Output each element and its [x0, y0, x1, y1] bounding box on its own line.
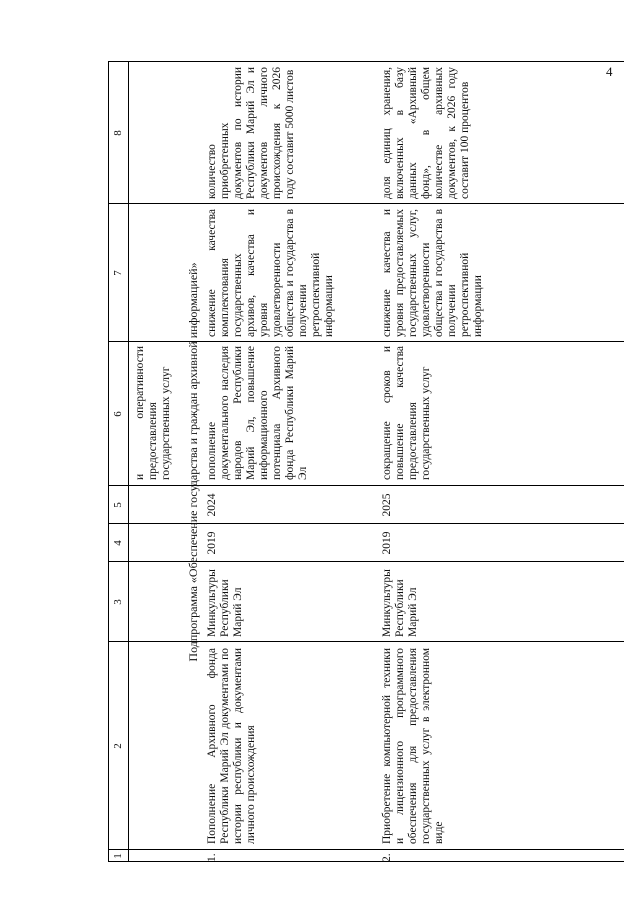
row-1-number: 1. — [206, 853, 218, 862]
header-col-5: 5 — [112, 502, 124, 508]
page-number: 4 — [606, 64, 613, 79]
row-1-executor: Минкультуры Республики Марий Эл — [206, 569, 244, 637]
header-col-2: 2 — [112, 743, 124, 749]
header-col-6: 6 — [112, 411, 124, 417]
row-2-executor: Минкультуры Республики Марий Эл — [381, 569, 419, 637]
header-bottom-line — [128, 62, 129, 862]
col-divider — [108, 849, 624, 850]
row-1-indicator: количество приобретенных документов по истории Республики Марий Эл и документов личного происхождения к 2026 году составит 5000 листов — [206, 67, 296, 199]
row-1-start-year: 2019 — [206, 531, 218, 555]
row-2-name: Приобретение компьютерной техники и лицензионного программного обеспечения для предоставления государственных услуг в электронном виде — [381, 648, 445, 844]
continued-result-text: и оперативности предоставления государственных услуг — [134, 346, 172, 480]
row-1-consequence: снижение качества комплектования государственных архивов, качества и уровня удовлетворенности общества и государства в получении ретроспективной информации — [206, 209, 335, 337]
row-1-end-year: 2024 — [206, 493, 218, 517]
table-border-right — [108, 61, 624, 62]
row-2-result: сокращение сроков и повышение качества предоставления государственных услуг — [381, 346, 432, 480]
row-2-start-year: 2019 — [381, 531, 393, 555]
rotated-table — [108, 62, 624, 862]
row-1-name: Пополнение Архивного фонда Республики Марий Эл документами по истории республики и документами личного происхождения — [206, 648, 257, 844]
col-divider — [108, 203, 624, 204]
row-2-end-year: 2025 — [381, 493, 393, 517]
subprogram-title: Подпрограмма «Обеспечение государства и граждан архивной информацией» — [186, 262, 200, 662]
row-2-number: 2. — [381, 853, 393, 862]
header-col-7: 7 — [112, 270, 124, 276]
table-border-left — [108, 861, 624, 862]
header-top-line — [108, 62, 109, 862]
row-2-indicator: доля единиц хранения, включенных в базу данных «Архивный фонд», в общем количестве архивных документов, к 2026 году составит 100 процентов — [381, 67, 471, 199]
header-col-8: 8 — [112, 130, 124, 136]
header-col-4: 4 — [112, 540, 124, 546]
header-col-3: 3 — [112, 599, 124, 605]
header-col-1: 1 — [112, 853, 124, 859]
row-2-consequence: снижение качества и уровня предоставляемых государственных услуг, удовлетворенности общества и государства в получении ретроспективной информации — [381, 209, 484, 337]
row-1-result: пополнение документального наследия народов Республики Марий Эл, повышение информационного потенциала Архивного фонда Республики Марий Эл — [206, 346, 309, 480]
